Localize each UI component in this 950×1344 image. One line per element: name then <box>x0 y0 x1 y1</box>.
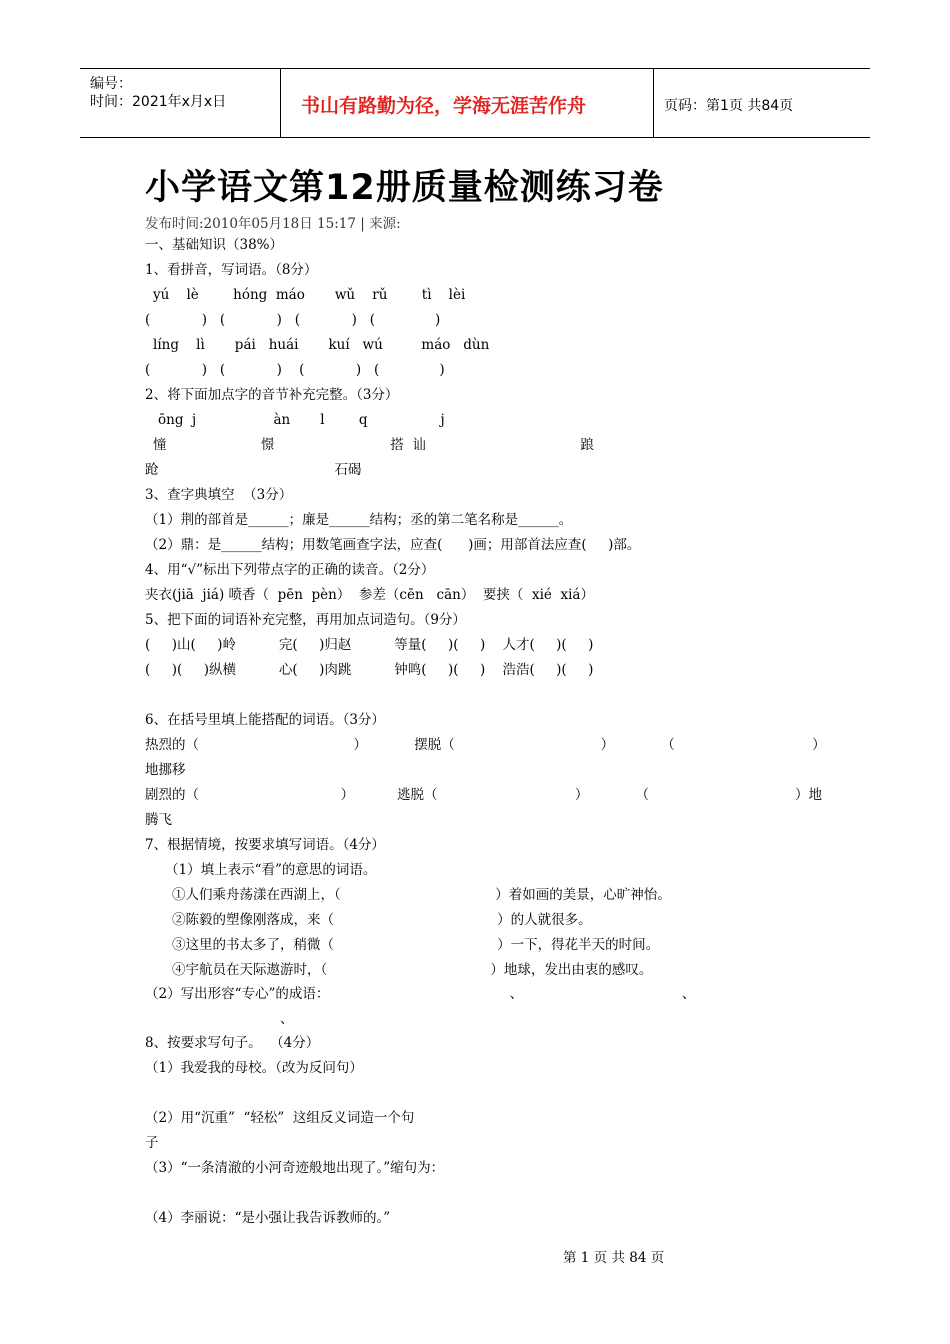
exam-line: （1）荆的部首是______；廉是______结构；丞的第二笔名称是______。 <box>145 512 573 528</box>
exam-line: 、 <box>280 1011 294 1027</box>
exam-line: 夹衣(jiā jiá) 喷香（ pēn pèn） 参差（cēn cān） 要挟（ xié xiá） <box>145 587 594 603</box>
exam-line: 2、将下面加点字的音节补充完整。（3分） <box>145 387 399 403</box>
exam-line: （2）用“沉重” “轻松” 这组反义词造一个句 <box>145 1110 415 1126</box>
exam-line: 4、用“√”标出下列带点字的正确的读音。（2分） <box>145 562 435 578</box>
exam-line: 跄 石碣 <box>145 462 362 478</box>
publish-info: 发布时间:2010年05月18日 15:17 | 来源: <box>145 216 401 232</box>
exam-line: 子 <box>145 1135 159 1151</box>
exam-line: ③这里的书太多了，稍微（ ）一下，得花半天的时间。 <box>172 937 660 953</box>
header-right-cell <box>654 69 870 137</box>
exam-line: 憧 憬 搭 讪 踉 <box>153 437 594 453</box>
exam-line: 8、按要求写句子。 （4分） <box>145 1035 320 1051</box>
exam-line: 剧烈的（ ） 逃脱（ ） （ ）地 <box>145 787 822 803</box>
document-number-label: 编号： <box>90 76 132 92</box>
exam-line: ( )( )纵横 心( )肉跳 钟鸣( )( ) 浩浩( )( ) <box>145 662 594 678</box>
exam-line: 地挪移 <box>145 762 186 778</box>
document-time-label: 时间：2021年x月x日 <box>90 94 227 110</box>
exam-line: ④宇航员在天际遨游时，（ ）地球，发出由衷的感叹。 <box>172 962 653 978</box>
exam-line: líng lì pái huái kuí wú máo dùn <box>153 337 490 353</box>
exam-line: （2）写出形容“专心”的成语： 、 、 <box>145 986 696 1002</box>
exam-line: ( ) ( ) ( ) ( ) <box>145 312 441 328</box>
exam-line: 6、在括号里填上能搭配的词语。（3分） <box>145 712 385 728</box>
exam-line: 腾飞 <box>145 812 172 828</box>
exam-line: ( ) ( ) ( ) ( ) <box>145 362 445 378</box>
exam-line: （1）填上表示“看”的意思的词语。 <box>165 862 377 878</box>
exam-line: ①人们乘舟荡漾在西湖上，（ ）着如画的美景，心旷神怡。 <box>172 887 671 903</box>
exam-line: 3、查字典填空 （3分） <box>145 487 293 503</box>
page-title: 小学语文第12册质量检测练习卷 <box>145 168 664 208</box>
exam-line: （2）鼎：是______结构；用数笔画查字法，应查( )画；用部首法应查( )部。 <box>145 537 641 553</box>
header-page-info: 页码：第1页 共84页 <box>664 98 794 114</box>
exam-line: （3）“一条清澈的小河奇迹般地出现了。”缩句为： <box>145 1160 445 1176</box>
header-center-cell <box>281 69 654 137</box>
exam-line: 5、把下面的词语补充完整，再用加点词造句。（9分） <box>145 612 466 628</box>
exam-line: 热烈的（ ） 摆脱（ ） （ ） <box>145 737 826 753</box>
exam-line: 一、基础知识（38%） <box>145 237 284 253</box>
exam-line: 7、根据情境，按要求填写词语。（4分） <box>145 837 385 853</box>
header-motto: 书山有路勤为径，学海无涯苦作舟 <box>301 95 587 117</box>
header-left-cell <box>80 69 281 137</box>
exam-line: ( )山( )岭 完( )归赵 等量( )( ) 人才( )( ) <box>145 637 594 653</box>
header-table <box>80 68 870 138</box>
page-footer: 第 1 页 共 84 页 <box>563 1250 665 1266</box>
exam-line: ②陈毅的塑像刚落成，来（ ）的人就很多。 <box>172 912 592 928</box>
exam-line: 1、看拼音，写词语。（8分） <box>145 262 318 278</box>
exam-line: （4）李丽说：“是小强让我告诉教师的。” <box>145 1210 391 1226</box>
exam-line: （1）我爱我的母校。（改为反问句） <box>145 1060 363 1076</box>
exam-line: yú lè hóng máo wǔ rǔ tì lèi <box>153 287 466 303</box>
exam-line: ōng j àn l q j <box>158 412 445 428</box>
